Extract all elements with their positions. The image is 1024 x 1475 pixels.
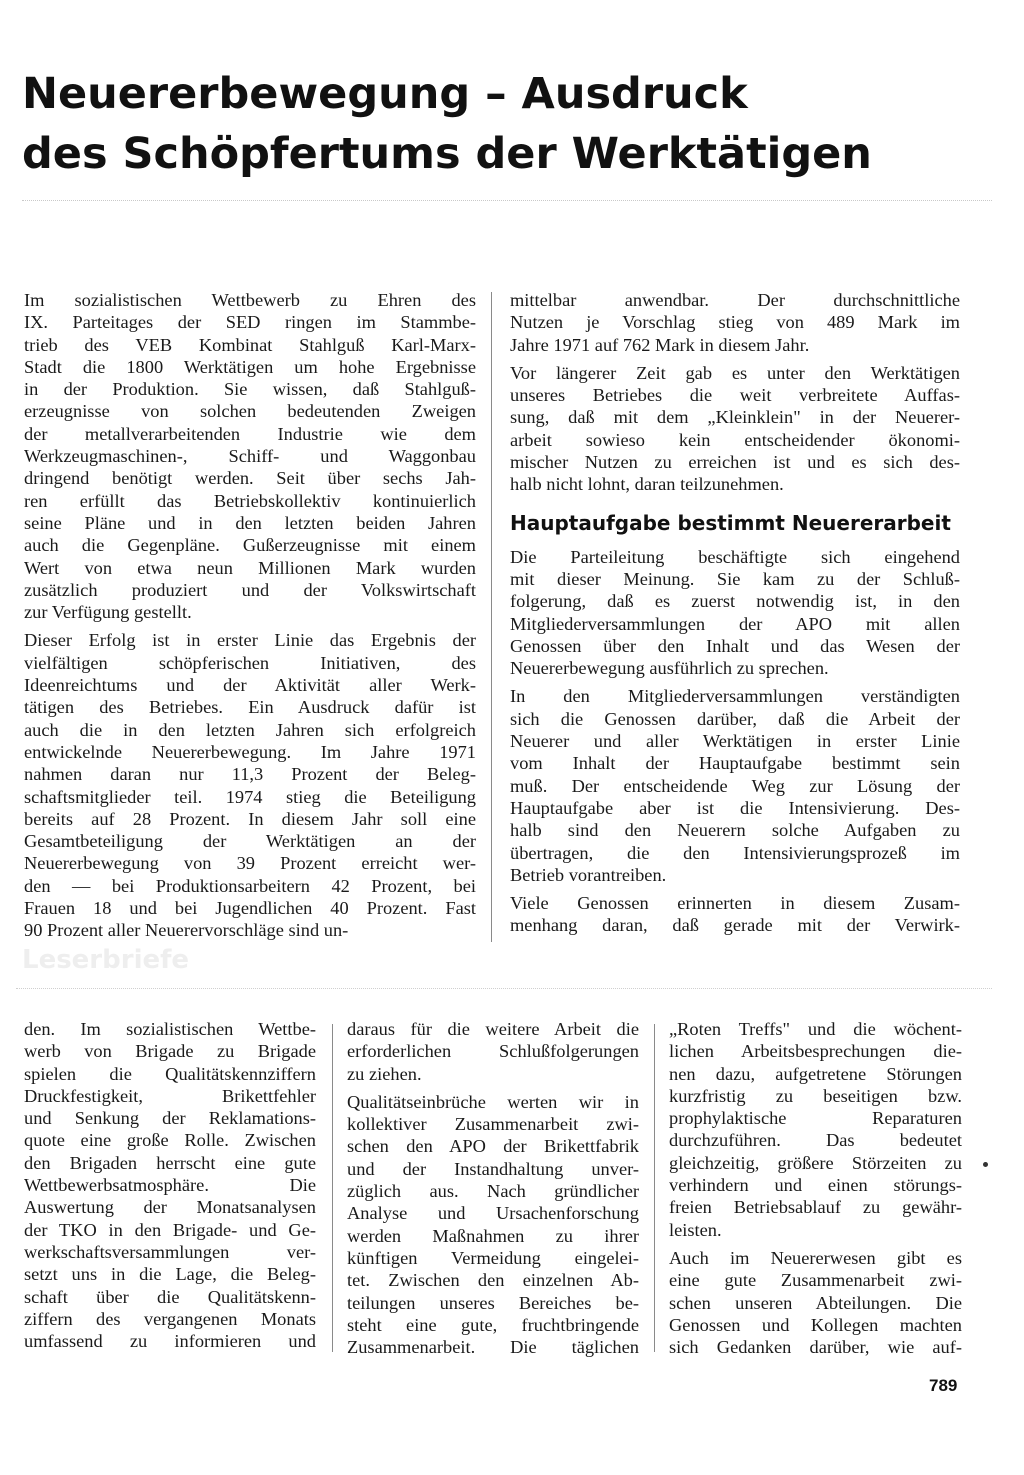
text-line: spielen die Qualitätskennziffern <box>24 1063 316 1084</box>
text-line: sich die Genossen darüber, daß die Arbeit der <box>510 708 960 729</box>
paragraph <box>24 629 476 941</box>
text-line: durchzuführen. Das bedeutet <box>669 1130 962 1151</box>
text-line: steht eine gute, fruchtbringende <box>347 1314 639 1335</box>
text-line: Dieser Erfolg ist in erster Linie das Ergebnis der <box>24 630 476 651</box>
text-line: Werkzeugmaschinen-, Schiff- und Waggonbau <box>24 446 476 467</box>
text-line: Mitgliederversammlungen der APO mit allen <box>510 613 960 634</box>
text-line: trieb des VEB Kombinat Stahlguß Karl-Marx- <box>24 334 476 355</box>
text-line: mittelbar anwendbar. Der durchschnittliche <box>510 290 960 310</box>
column-divider <box>654 1024 655 1352</box>
column-d <box>347 1018 639 1364</box>
text-line: seine Pläne und in den letzten beiden Jahren <box>24 512 476 533</box>
paragraph <box>510 546 960 680</box>
headline-line-2: des Schöpfertums der Werktätigen <box>22 129 872 179</box>
headline-rule <box>22 200 992 201</box>
text-line: der TKO in den Brigade- und Ge- <box>24 1219 316 1240</box>
text-line: vielfältigen schöpferischen Initiativen, des <box>24 652 476 673</box>
column-e <box>669 1018 962 1364</box>
text-line: schaft über die Qualitätskenn- <box>24 1286 316 1307</box>
text-line: Auswertung der Monatsanalysen <box>24 1197 316 1218</box>
text-line: dringend benötigt werden. Seit über sechs Jah- <box>24 468 476 489</box>
text-line: Genossen über den Inhalt und das Wesen der <box>510 635 960 656</box>
text-line: leisten. <box>669 1219 722 1240</box>
column-b <box>510 289 960 943</box>
text-line: Hauptaufgabe aber ist die Intensivierung. Des- <box>510 797 960 818</box>
text-line: Neuererbewegung ausführlich zu sprechen. <box>510 658 829 679</box>
text-line: nahmen daran nur 11,3 Prozent der Beleg- <box>24 764 476 785</box>
text-line: In den Mitgliederversammlungen verständigten <box>510 686 960 707</box>
text-line: Ideenreichtums und der Aktivität aller Werk- <box>24 675 476 696</box>
text-line: ziffern des vergangenen Monats <box>24 1308 316 1329</box>
paragraph <box>24 1018 316 1352</box>
text-line: Druckfestigkeit, Brikettfehler <box>24 1085 316 1106</box>
paragraph <box>669 1018 962 1241</box>
text-line: bereits auf 28 Prozent. In diesem Jahr soll eine <box>24 808 476 829</box>
text-line: sich Gedanken darüber, wie auf- <box>669 1337 962 1358</box>
text-line: Wettbewerbsatmosphäre. Die <box>24 1175 316 1196</box>
paragraph <box>24 289 476 623</box>
text-line: quote eine große Rolle. Zwischen <box>24 1130 316 1151</box>
headline-line-1: Neuererbewegung – Ausdruck <box>22 69 748 119</box>
paragraph <box>347 1018 639 1085</box>
text-line: den Brigaden herrscht eine gute <box>24 1152 316 1173</box>
text-line: Gesamtbeteiligung der Werktätigen an der <box>24 831 476 852</box>
paragraph <box>510 892 960 937</box>
text-line: arbeit sowieso kein entscheidender ökonomi- <box>510 429 960 450</box>
text-line: tet. Zwischen den einzelnen Ab- <box>347 1270 639 1291</box>
text-line: auch die Gegenpläne. Gußerzeugnisse mit einem <box>24 535 476 556</box>
column-c <box>24 1018 316 1358</box>
text-line: kurzfristig zu beseitigen bzw. <box>669 1085 962 1106</box>
text-line: schen den APO der Brikettfabrik <box>347 1136 639 1157</box>
text-line: entwickelnde Neuererbewegung. Im Jahre 1971 <box>24 741 476 762</box>
text-line: mit dieser Meinung. Sie kam zu der Schluß- <box>510 568 960 589</box>
paragraph <box>347 1091 639 1359</box>
text-line: unseres Betriebes die weit verbreitete Auffas- <box>510 385 960 406</box>
text-line: kollektiver Zusammenarbeit zwi- <box>347 1114 639 1135</box>
article-headline <box>22 64 1002 184</box>
section-rule <box>16 988 992 989</box>
text-line: Jahre 1971 auf 762 Mark in diesem Jahr. <box>510 334 810 355</box>
text-line: zu ziehen. <box>347 1063 422 1084</box>
text-line: züglich aus. Nach gründlicher <box>347 1181 639 1202</box>
text-line: zur Verfügung gestellt. <box>24 602 192 623</box>
text-line: vom Inhalt der Hauptaufgabe bestimmt sein <box>510 753 960 774</box>
text-line: Viele Genossen erinnerten in diesem Zusam- <box>510 893 960 914</box>
text-line: übertragen, die den Intensivierungsprozeß im <box>510 842 960 863</box>
text-line: Vor längerer Zeit gab es unter den Werktätigen <box>510 362 960 383</box>
text-line: Wert von etwa neun Millionen Mark wurden <box>24 557 476 578</box>
text-line: menhang daran, daß gerade mit der Verwirk- <box>510 915 960 936</box>
text-line: muß. Der entscheidende Weg zur Lösung der <box>510 775 960 796</box>
text-line: umfassend zu informieren und <box>24 1331 316 1352</box>
text-line: werb von Brigade zu Brigade <box>24 1041 316 1062</box>
text-line: Betrieb vorantreiben. <box>510 864 667 885</box>
text-line: werden Maßnahmen zu ihrer <box>347 1225 639 1246</box>
column-divider <box>491 292 492 942</box>
text-line: Qualitätseinbrüche werten wir in <box>347 1091 639 1112</box>
text-line: setzt uns in die Lage, die Beleg- <box>24 1264 316 1285</box>
text-line: halb nicht lohnt, daran teilzunehmen. <box>510 474 784 495</box>
section-subheading: Hauptaufgabe bestimmt Neuererarbeit <box>510 510 951 535</box>
paragraph <box>510 685 960 886</box>
text-line: Auch im Neuererwesen gibt es <box>669 1247 962 1268</box>
text-line: erforderlichen Schlußfolgerungen <box>347 1041 639 1062</box>
section-label: Leserbriefe <box>22 945 190 975</box>
text-line: gleichzeitig, größere Störzeiten zu <box>669 1152 962 1173</box>
text-line: nen dazu, aufgetretene Störungen <box>669 1063 962 1084</box>
text-line: mischer Nutzen zu erreichen ist und es sich des- <box>510 452 960 473</box>
text-line: künftigen Vermeidung eingelei- <box>347 1247 639 1268</box>
text-line: Nutzen je Vorschlag stieg von 489 Mark im <box>510 312 960 333</box>
text-line: Zusammenarbeit. Die täglichen <box>347 1337 639 1358</box>
paragraph <box>510 362 960 496</box>
column-divider <box>332 1024 333 1352</box>
text-line: daraus für die weitere Arbeit die <box>347 1019 639 1039</box>
text-line: folgerung, daß es zuerst notwendig ist, in den <box>510 591 960 612</box>
text-line: der metallverarbeitenden Industrie wie dem <box>24 423 476 444</box>
text-line: verhindern und einen störungs- <box>669 1175 962 1196</box>
text-line: in der Produktion. Sie wissen, daß Stahlguß- <box>24 379 476 400</box>
text-line: Neuerer und aller Werktätigen in erster Linie <box>510 731 960 752</box>
text-line: IX. Parteitages der SED ringen im Stammbe- <box>24 312 476 333</box>
text-line: schaftsmitglieder teil. 1974 stieg die Beteiligung <box>24 786 476 807</box>
text-line: tätigen des Betriebes. Ein Ausdruck dafür ist <box>24 697 476 718</box>
column-a <box>24 289 476 948</box>
text-line: auch die in den letzten Jahren sich erfolgreich <box>24 719 476 740</box>
text-line: lichen Arbeitsbesprechungen die- <box>669 1041 962 1062</box>
text-line: werkschaftsversammlungen ver- <box>24 1241 316 1262</box>
text-line: zusätzlich produziert und der Volkswirtschaft <box>24 579 476 600</box>
paragraph <box>669 1247 962 1358</box>
text-line: und der Instandhaltung unver- <box>347 1158 639 1179</box>
paragraph <box>510 289 960 356</box>
text-line: Im sozialistischen Wettbewerb zu Ehren des <box>24 290 476 310</box>
text-line: erzeugnisse von solchen bedeutenden Zweigen <box>24 401 476 422</box>
text-line: 90 Prozent aller Neuerervorschläge sind un- <box>24 920 349 941</box>
text-line: Die Parteileitung beschäftigte sich eingehend <box>510 546 960 567</box>
text-line: und Senkung der Reklamations- <box>24 1108 316 1129</box>
page-number: 789 <box>929 1376 958 1395</box>
text-line: teilungen unseres Bereiches be- <box>347 1292 639 1313</box>
text-line: sung, daß mit dem „Kleinklein" in der Neuerer- <box>510 407 960 428</box>
text-line: Genossen und Kollegen machten <box>669 1314 962 1335</box>
margin-mark <box>983 1162 988 1167</box>
text-line: ren erfüllt das Betriebskollektiv kontinuierlich <box>24 490 476 511</box>
text-line: Frauen 18 und bei Jugendlichen 40 Prozent. Fast <box>24 898 476 919</box>
text-line: „Roten Treffs" und die wöchent- <box>669 1019 962 1039</box>
text-line: Stadt die 1800 Werktätigen um hohe Ergebnisse <box>24 356 476 377</box>
text-line: eine gute Zusammenarbeit zwi- <box>669 1270 962 1291</box>
text-line: halb sind den Neuerern solche Aufgaben zu <box>510 820 960 841</box>
text-line: freien Betriebsablauf zu gewähr- <box>669 1197 962 1218</box>
text-line: den — bei Produktionsarbeitern 42 Prozent, bei <box>24 875 476 896</box>
text-line: Neuererbewegung von 39 Prozent erreicht wer- <box>24 853 476 874</box>
text-line: den. Im sozialistischen Wettbe- <box>24 1019 316 1039</box>
text-line: prophylaktische Reparaturen <box>669 1108 962 1129</box>
text-line: schen unseren Abteilungen. Die <box>669 1292 962 1313</box>
text-line: Analyse und Ursachenforschung <box>347 1203 639 1224</box>
